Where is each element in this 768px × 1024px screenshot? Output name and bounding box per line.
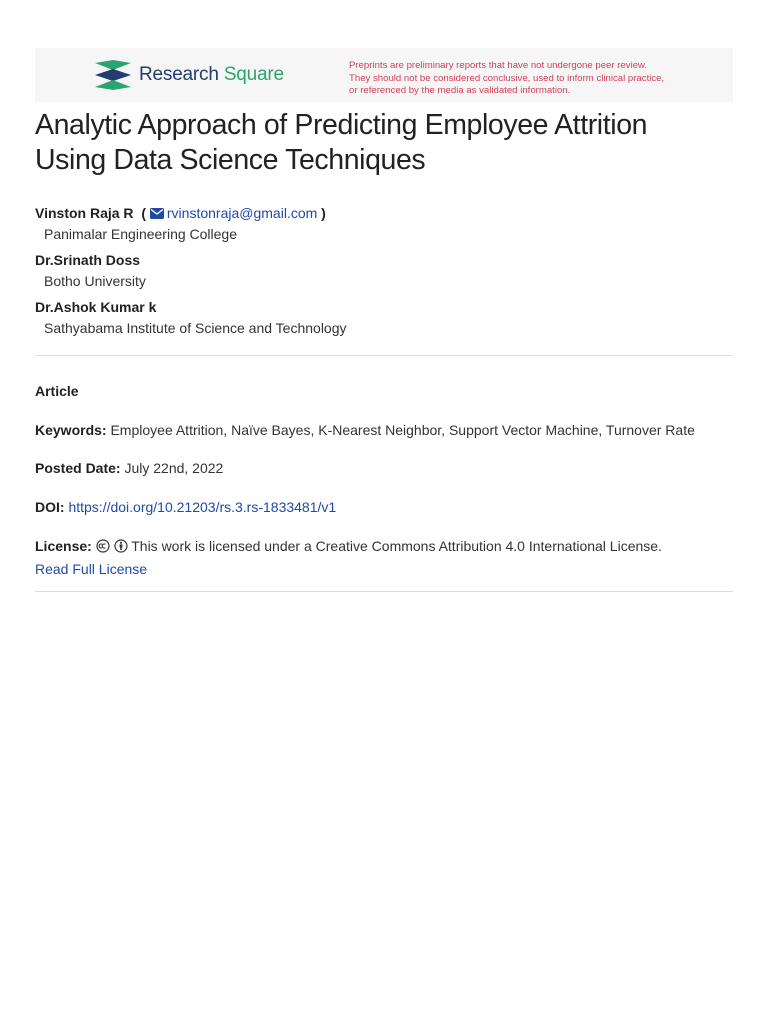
author-list xyxy=(35,202,735,343)
license-text: This work is licensed under a Creative Commons Attribution 4.0 International License. xyxy=(131,538,662,554)
divider-bottom xyxy=(35,591,733,592)
license-row xyxy=(35,535,735,581)
author-1-name: Vinston Raja R xyxy=(35,205,134,221)
article-type xyxy=(35,380,735,403)
posted-date-value: July 22nd, 2022 xyxy=(124,460,224,476)
creative-commons-icon xyxy=(96,539,110,553)
license-label: License: xyxy=(35,538,92,554)
author-name: Vinston Raja R ( rvinstonraja@gmail.com ) xyxy=(35,205,326,221)
divider-top xyxy=(35,355,733,356)
posted-date-label: Posted Date: xyxy=(35,460,121,476)
research-square-logo[interactable] xyxy=(95,48,284,102)
disclaimer-line-3: or referenced by the media as validated information. xyxy=(349,85,571,97)
envelope-icon xyxy=(150,208,164,219)
keywords-row xyxy=(35,419,735,442)
read-full-license-link[interactable]: Read Full License xyxy=(35,561,148,577)
author-3-name: Dr.Ashok Kumar k xyxy=(35,299,157,315)
keywords-value: Employee Attrition, Naïve Bayes, K-Nearest Neighbor, Support Vector Machine, Turnover Rate xyxy=(110,422,695,438)
article-type-label: Article xyxy=(35,383,79,399)
author-3-affiliation: Sathyabama Institute of Science and Technology xyxy=(44,320,347,336)
keywords-label: Keywords: xyxy=(35,422,107,438)
doi-row xyxy=(35,496,735,519)
disclaimer-line-1: Preprints are preliminary reports that have not undergone peer review. xyxy=(349,60,648,71)
author-email: rvinstonraja@gmail.com xyxy=(166,205,318,221)
doi-label: DOI: xyxy=(35,499,65,515)
author-2-affiliation: Botho University xyxy=(44,273,146,289)
logo-square-text: Square xyxy=(223,64,284,85)
paper-title xyxy=(35,108,735,178)
disclaimer-line-2: They should not be considered conclusive, used to inform clinical practice, xyxy=(349,72,665,84)
doi-link[interactable]: https://doi.org/10.21203/rs.3.rs-1833481/v1 xyxy=(68,499,337,515)
attribution-icon xyxy=(114,539,128,553)
author-email-link[interactable] xyxy=(150,205,317,221)
research-square-banner xyxy=(35,48,733,102)
preprint-disclaimer xyxy=(349,60,719,98)
author-1-affiliation: Panimalar Engineering College xyxy=(44,226,238,242)
author-2-name: Dr.Srinath Doss xyxy=(35,252,141,268)
research-square-logo-icon xyxy=(95,60,131,90)
title-line-2: Using Data Science Techniques xyxy=(35,144,426,176)
logo-wordmark xyxy=(139,64,284,86)
logo-research-text: Research xyxy=(139,64,219,85)
title-line-1: Analytic Approach of Predicting Employee Attrition xyxy=(35,109,648,141)
posted-date-row xyxy=(35,457,735,480)
